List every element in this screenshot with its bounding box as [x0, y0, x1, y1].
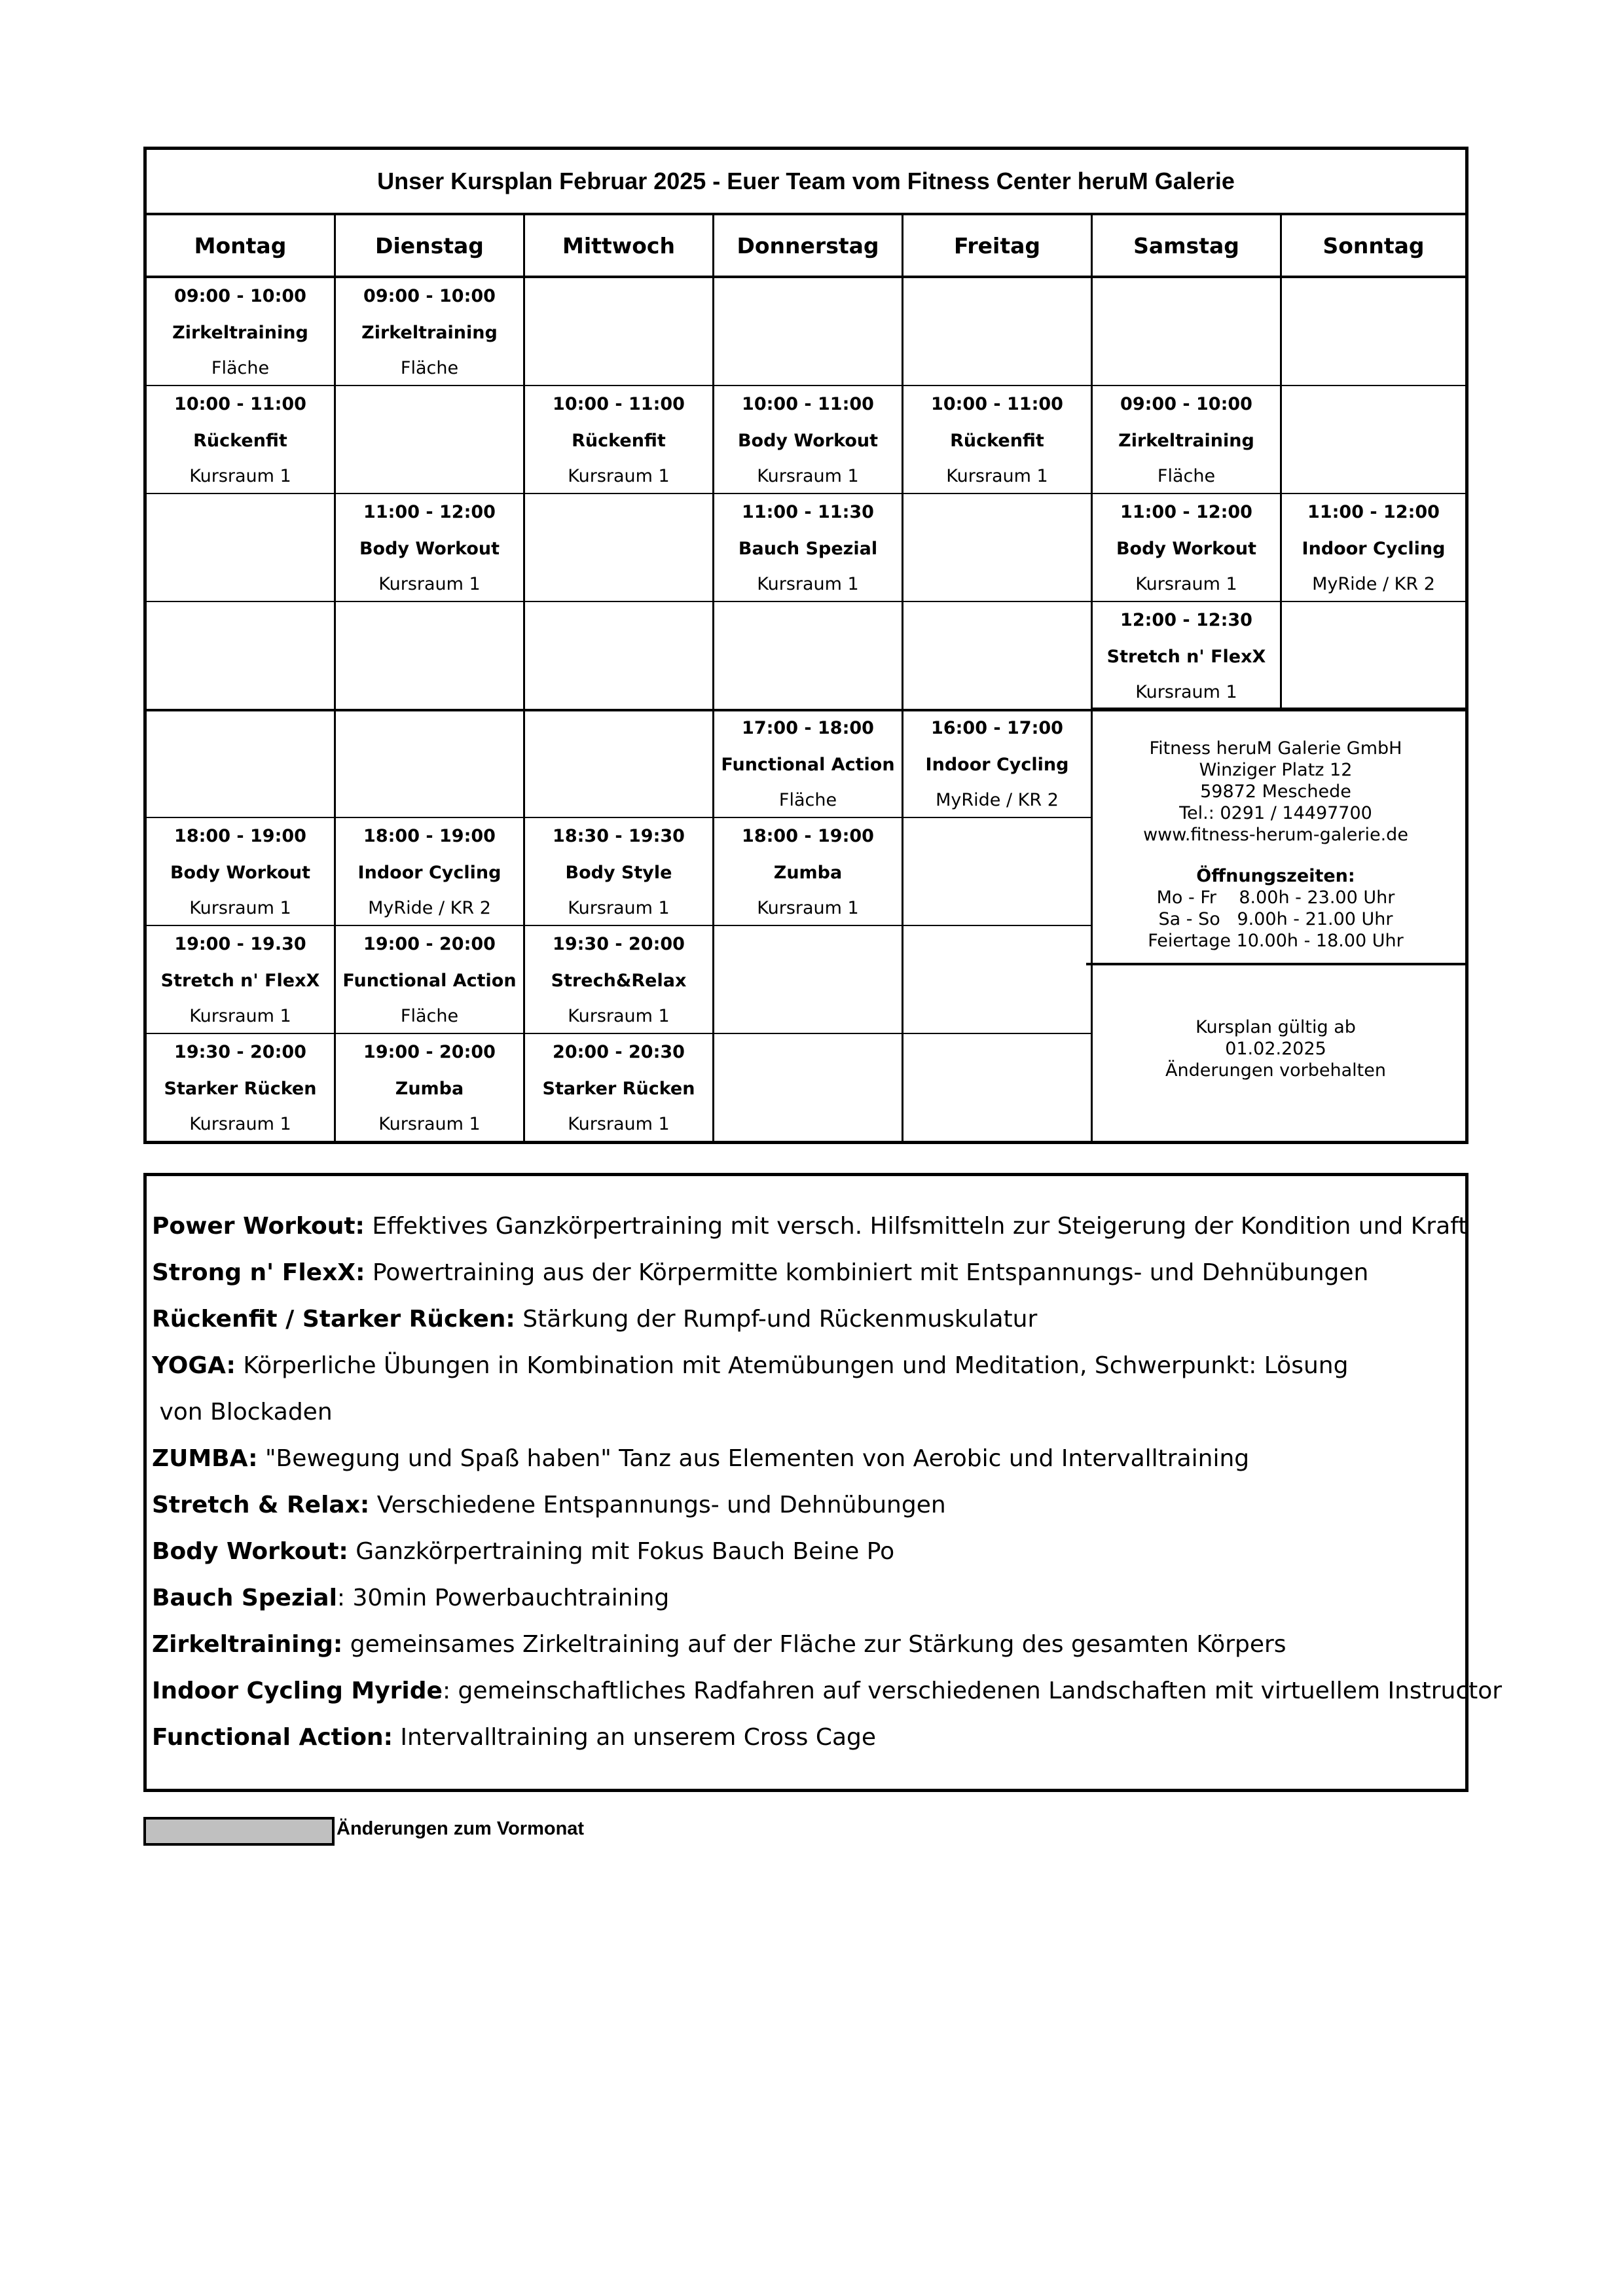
- legend-item: [152, 1492, 946, 1518]
- legend-item: [152, 1352, 1348, 1379]
- course-time: 10:00 - 11:00: [742, 394, 874, 414]
- course-time: 19:00 - 19.30: [174, 934, 306, 954]
- course-name: Indoor Cycling: [1302, 539, 1446, 559]
- schedule-cell: [714, 710, 903, 818]
- course-time: 18:30 - 19:30: [553, 826, 685, 846]
- course-room: Kursraum 1: [568, 1114, 670, 1134]
- schedule-cell: [336, 1034, 525, 1141]
- course-room: Kursraum 1: [378, 574, 481, 594]
- course-time: 20:00 - 20:30: [553, 1042, 685, 1062]
- schedule-cell: [714, 386, 903, 494]
- course-name: Indoor Cycling: [925, 755, 1069, 775]
- day-header-dienstag: Dienstag: [336, 215, 525, 278]
- schedule-cell: [336, 710, 525, 818]
- course-time: 19:30 - 20:00: [553, 934, 685, 954]
- day-header-freitag: Freitag: [903, 215, 1093, 278]
- contact-web: www.fitness-herum-galerie.de: [1143, 825, 1408, 845]
- legend-description: Stärkung der Rumpf-und Rückenmuskulatur: [515, 1306, 1038, 1333]
- course-room: MyRide / KR 2: [936, 790, 1059, 810]
- course-room: Kursraum 1: [568, 466, 670, 486]
- course-name: Stretch n' FlexX: [160, 971, 320, 991]
- schedule-cell: [336, 602, 525, 710]
- course-room: MyRide / KR 2: [368, 898, 491, 918]
- legend-item: [152, 1538, 894, 1565]
- course-room: Kursraum 1: [189, 1006, 291, 1026]
- course-time: 18:00 - 19:00: [174, 826, 306, 846]
- course-name: Zirkeltraining: [361, 323, 498, 343]
- course-time: 09:00 - 10:00: [1120, 394, 1252, 414]
- schedule-cell: [336, 494, 525, 602]
- legend-term: Strong n' FlexX:: [152, 1259, 365, 1286]
- legend-item: [152, 1445, 1249, 1472]
- course-legend: [143, 1173, 1503, 1792]
- schedule-cell: [1093, 602, 1282, 710]
- schedule-cell: [147, 602, 336, 710]
- course-room: Kursraum 1: [568, 1006, 670, 1026]
- schedule-cell: [1093, 494, 1282, 602]
- legend-description: Powertraining aus der Körpermitte kombiniert mit Entspannungs- und Dehnübungen: [365, 1259, 1369, 1286]
- schedule-cell: [903, 602, 1093, 710]
- schedule-cell: [714, 818, 903, 926]
- validity-box: [1086, 965, 1465, 1141]
- schedule-cell: [336, 818, 525, 926]
- schedule-table: [143, 147, 1468, 1144]
- schedule-cell: [903, 278, 1093, 386]
- course-name: Strech&Relax: [551, 971, 687, 991]
- contact-phone: Tel.: 0291 / 14497700: [1179, 803, 1372, 823]
- schedule-cell: [336, 278, 525, 386]
- legend-item: [152, 1631, 1286, 1658]
- legend-term: Body Workout:: [152, 1538, 348, 1565]
- section-divider: [147, 709, 1465, 711]
- schedule-cell: [147, 926, 336, 1034]
- course-name: Body Workout: [737, 431, 879, 451]
- legend-description: : 30min Powerbauchtraining: [337, 1585, 670, 1611]
- course-name: Rückenfit: [193, 431, 287, 451]
- course-name: Zirkeltraining: [1118, 431, 1254, 451]
- course-time: 19:00 - 20:00: [363, 934, 496, 954]
- schedule-cell: [714, 602, 903, 710]
- course-room: Kursraum 1: [946, 466, 1048, 486]
- schedule-cell: [147, 494, 336, 602]
- course-room: Kursraum 1: [757, 574, 859, 594]
- course-name: Body Style: [565, 863, 672, 883]
- changes-swatch: [143, 1817, 335, 1846]
- course-room: Kursraum 1: [757, 466, 859, 486]
- hours-weekend: Sa - So 9.00h - 21.00 Uhr: [1158, 909, 1393, 929]
- course-time: 09:00 - 10:00: [363, 286, 496, 306]
- legend-description: Körperliche Übungen in Kombination mit Atemübungen und Meditation, Schwerpunkt: Lösung: [235, 1352, 1349, 1379]
- course-room: Kursraum 1: [568, 898, 670, 918]
- course-time: 12:00 - 12:30: [1120, 610, 1252, 630]
- schedule-cell: [525, 278, 714, 386]
- course-time: 11:00 - 12:00: [1120, 502, 1252, 522]
- course-name: Rückenfit: [950, 431, 1044, 451]
- course-room: Fläche: [211, 358, 270, 378]
- schedule-cell: [1282, 602, 1465, 710]
- schedule-cell: [714, 1034, 903, 1141]
- legend-description: "Bewegung und Spaß haben" Tanz aus Elementen von Aerobic und Intervalltraining: [257, 1445, 1250, 1472]
- course-name: Zumba: [395, 1079, 464, 1099]
- schedule-cell: [525, 386, 714, 494]
- course-time: 11:00 - 11:30: [742, 502, 874, 522]
- schedule-cell: [525, 818, 714, 926]
- course-time: 17:00 - 18:00: [742, 718, 874, 738]
- legend-item: [152, 1677, 1502, 1704]
- schedule-cell: [1282, 278, 1465, 386]
- course-room: Kursraum 1: [757, 898, 859, 918]
- schedule-cell: [147, 818, 336, 926]
- legend-description: Effektives Ganzkörpertraining mit versch. Hilfsmitteln zur Steigerung der Kondition und Kraft: [364, 1213, 1468, 1240]
- day-header-sonntag: Sonntag: [1282, 215, 1465, 278]
- page-title: Unser Kursplan Februar 2025 - Euer Team vom Fitness Center heruM Galerie: [147, 150, 1465, 215]
- course-time: 18:00 - 19:00: [742, 826, 874, 846]
- hours-title: Öffnungszeiten:: [1196, 866, 1355, 886]
- course-name: Functional Action: [721, 755, 895, 775]
- course-time: 10:00 - 11:00: [931, 394, 1063, 414]
- schedule-cell: [903, 494, 1093, 602]
- legend-term: YOGA:: [152, 1352, 236, 1379]
- course-time: 09:00 - 10:00: [174, 286, 306, 306]
- course-name: Indoor Cycling: [357, 863, 501, 883]
- course-name: Rückenfit: [572, 431, 666, 451]
- hours-holidays: Feiertage 10.00h - 18.00 Uhr: [1148, 931, 1404, 951]
- schedule-cell: [525, 710, 714, 818]
- legend-item: [152, 1724, 876, 1751]
- course-room: Fläche: [1157, 466, 1216, 486]
- course-name: Functional Action: [342, 971, 517, 991]
- schedule-cell: [714, 278, 903, 386]
- course-room: Fläche: [778, 790, 837, 810]
- day-header-montag: Montag: [147, 215, 336, 278]
- course-time: 10:00 - 11:00: [553, 394, 685, 414]
- schedule-cell: [903, 926, 1093, 1034]
- validity-date: 01.02.2025: [1225, 1039, 1326, 1059]
- contact-street: Winziger Platz 12: [1199, 760, 1353, 780]
- legend-item: [152, 1306, 1037, 1333]
- course-room: MyRide / KR 2: [1312, 574, 1435, 594]
- schedule-cell: [1093, 278, 1282, 386]
- schedule-cell: [147, 1034, 336, 1141]
- legend-item: [152, 1399, 333, 1426]
- validity-note: Änderungen vorbehalten: [1165, 1060, 1386, 1081]
- legend-term: Power Workout:: [152, 1213, 365, 1240]
- course-time: 16:00 - 17:00: [931, 718, 1063, 738]
- legend-term: Functional Action:: [152, 1724, 393, 1751]
- course-time: 19:30 - 20:00: [174, 1042, 306, 1062]
- legend-term: Indoor Cycling Myride: [152, 1677, 443, 1704]
- legend-term: Rückenfit / Starker Rücken:: [152, 1306, 515, 1333]
- course-name: Starker Rücken: [542, 1079, 695, 1099]
- legend-item: [152, 1585, 669, 1611]
- schedule-cell: [903, 386, 1093, 494]
- schedule-cell: [903, 818, 1093, 926]
- day-header-samstag: Samstag: [1093, 215, 1282, 278]
- course-name: Starker Rücken: [164, 1079, 317, 1099]
- course-name: Zumba: [773, 863, 843, 883]
- schedule-cell: [336, 386, 525, 494]
- schedule-cell: [1282, 494, 1465, 602]
- schedule-cell: [1282, 386, 1465, 494]
- legend-description: : gemeinschaftliches Radfahren auf verschiedenen Landschaften mit virtuellem Instructor: [442, 1677, 1503, 1704]
- course-time: 19:00 - 20:00: [363, 1042, 496, 1062]
- course-name: Body Workout: [170, 863, 311, 883]
- legend-term: Zirkeltraining:: [152, 1631, 343, 1658]
- schedule-cell: [147, 386, 336, 494]
- legend-description: Intervalltraining an unserem Cross Cage: [392, 1724, 877, 1751]
- contact-company: Fitness heruM Galerie GmbH: [1149, 738, 1402, 759]
- course-name: Bauch Spezial: [738, 539, 878, 559]
- legend-description: gemeinsames Zirkeltraining auf der Fläche zur Stärkung des gesamten Körpers: [342, 1631, 1286, 1658]
- legend-description: von Blockaden: [152, 1399, 333, 1426]
- schedule-cell: [525, 926, 714, 1034]
- schedule-cell: [525, 1034, 714, 1141]
- course-room: Kursraum 1: [1135, 574, 1237, 594]
- day-header-mittwoch: Mittwoch: [525, 215, 714, 278]
- legend-term: Bauch Spezial: [152, 1585, 337, 1611]
- changes-label: Änderungen zum Vormonat: [337, 1818, 585, 1839]
- schedule-cell: [147, 710, 336, 818]
- schedule-cell: [525, 602, 714, 710]
- schedule-cell: [903, 1034, 1093, 1141]
- course-name: Stretch n' FlexX: [1106, 647, 1266, 667]
- course-name: Zirkeltraining: [172, 323, 308, 343]
- course-room: Fläche: [400, 358, 459, 378]
- course-time: 18:00 - 19:00: [363, 826, 496, 846]
- schedule-cell: [714, 926, 903, 1034]
- contact-box: [1086, 713, 1465, 965]
- course-room: Fläche: [400, 1006, 459, 1026]
- course-name: Body Workout: [1116, 539, 1257, 559]
- course-time: 11:00 - 12:00: [363, 502, 496, 522]
- day-header-donnerstag: Donnerstag: [714, 215, 903, 278]
- schedule-cell: [336, 926, 525, 1034]
- schedule-cell: [714, 494, 903, 602]
- legend-term: ZUMBA:: [152, 1445, 258, 1472]
- hours-weekdays: Mo - Fr 8.00h - 23.00 Uhr: [1156, 888, 1395, 908]
- course-room: Kursraum 1: [1135, 682, 1237, 702]
- course-room: Kursraum 1: [378, 1114, 481, 1134]
- course-room: Kursraum 1: [189, 898, 291, 918]
- legend-term: Stretch & Relax:: [152, 1492, 370, 1518]
- schedule-cell: [903, 710, 1093, 818]
- legend-description: Verschiedene Entspannungs- und Dehnübungen: [369, 1492, 946, 1518]
- schedule-cell: [147, 278, 336, 386]
- course-time: 11:00 - 12:00: [1307, 502, 1440, 522]
- schedule-cell: [1093, 386, 1282, 494]
- course-room: Kursraum 1: [189, 1114, 291, 1134]
- course-room: Kursraum 1: [189, 466, 291, 486]
- legend-item: [152, 1213, 1467, 1240]
- legend-description: Ganzkörpertraining mit Fokus Bauch Beine Po: [348, 1538, 895, 1565]
- course-time: 10:00 - 11:00: [174, 394, 306, 414]
- validity-line-1: Kursplan gültig ab: [1195, 1017, 1356, 1037]
- legend-item: [152, 1259, 1368, 1286]
- contact-city: 59872 Meschede: [1200, 781, 1351, 802]
- course-name: Body Workout: [359, 539, 500, 559]
- schedule-cell: [525, 494, 714, 602]
